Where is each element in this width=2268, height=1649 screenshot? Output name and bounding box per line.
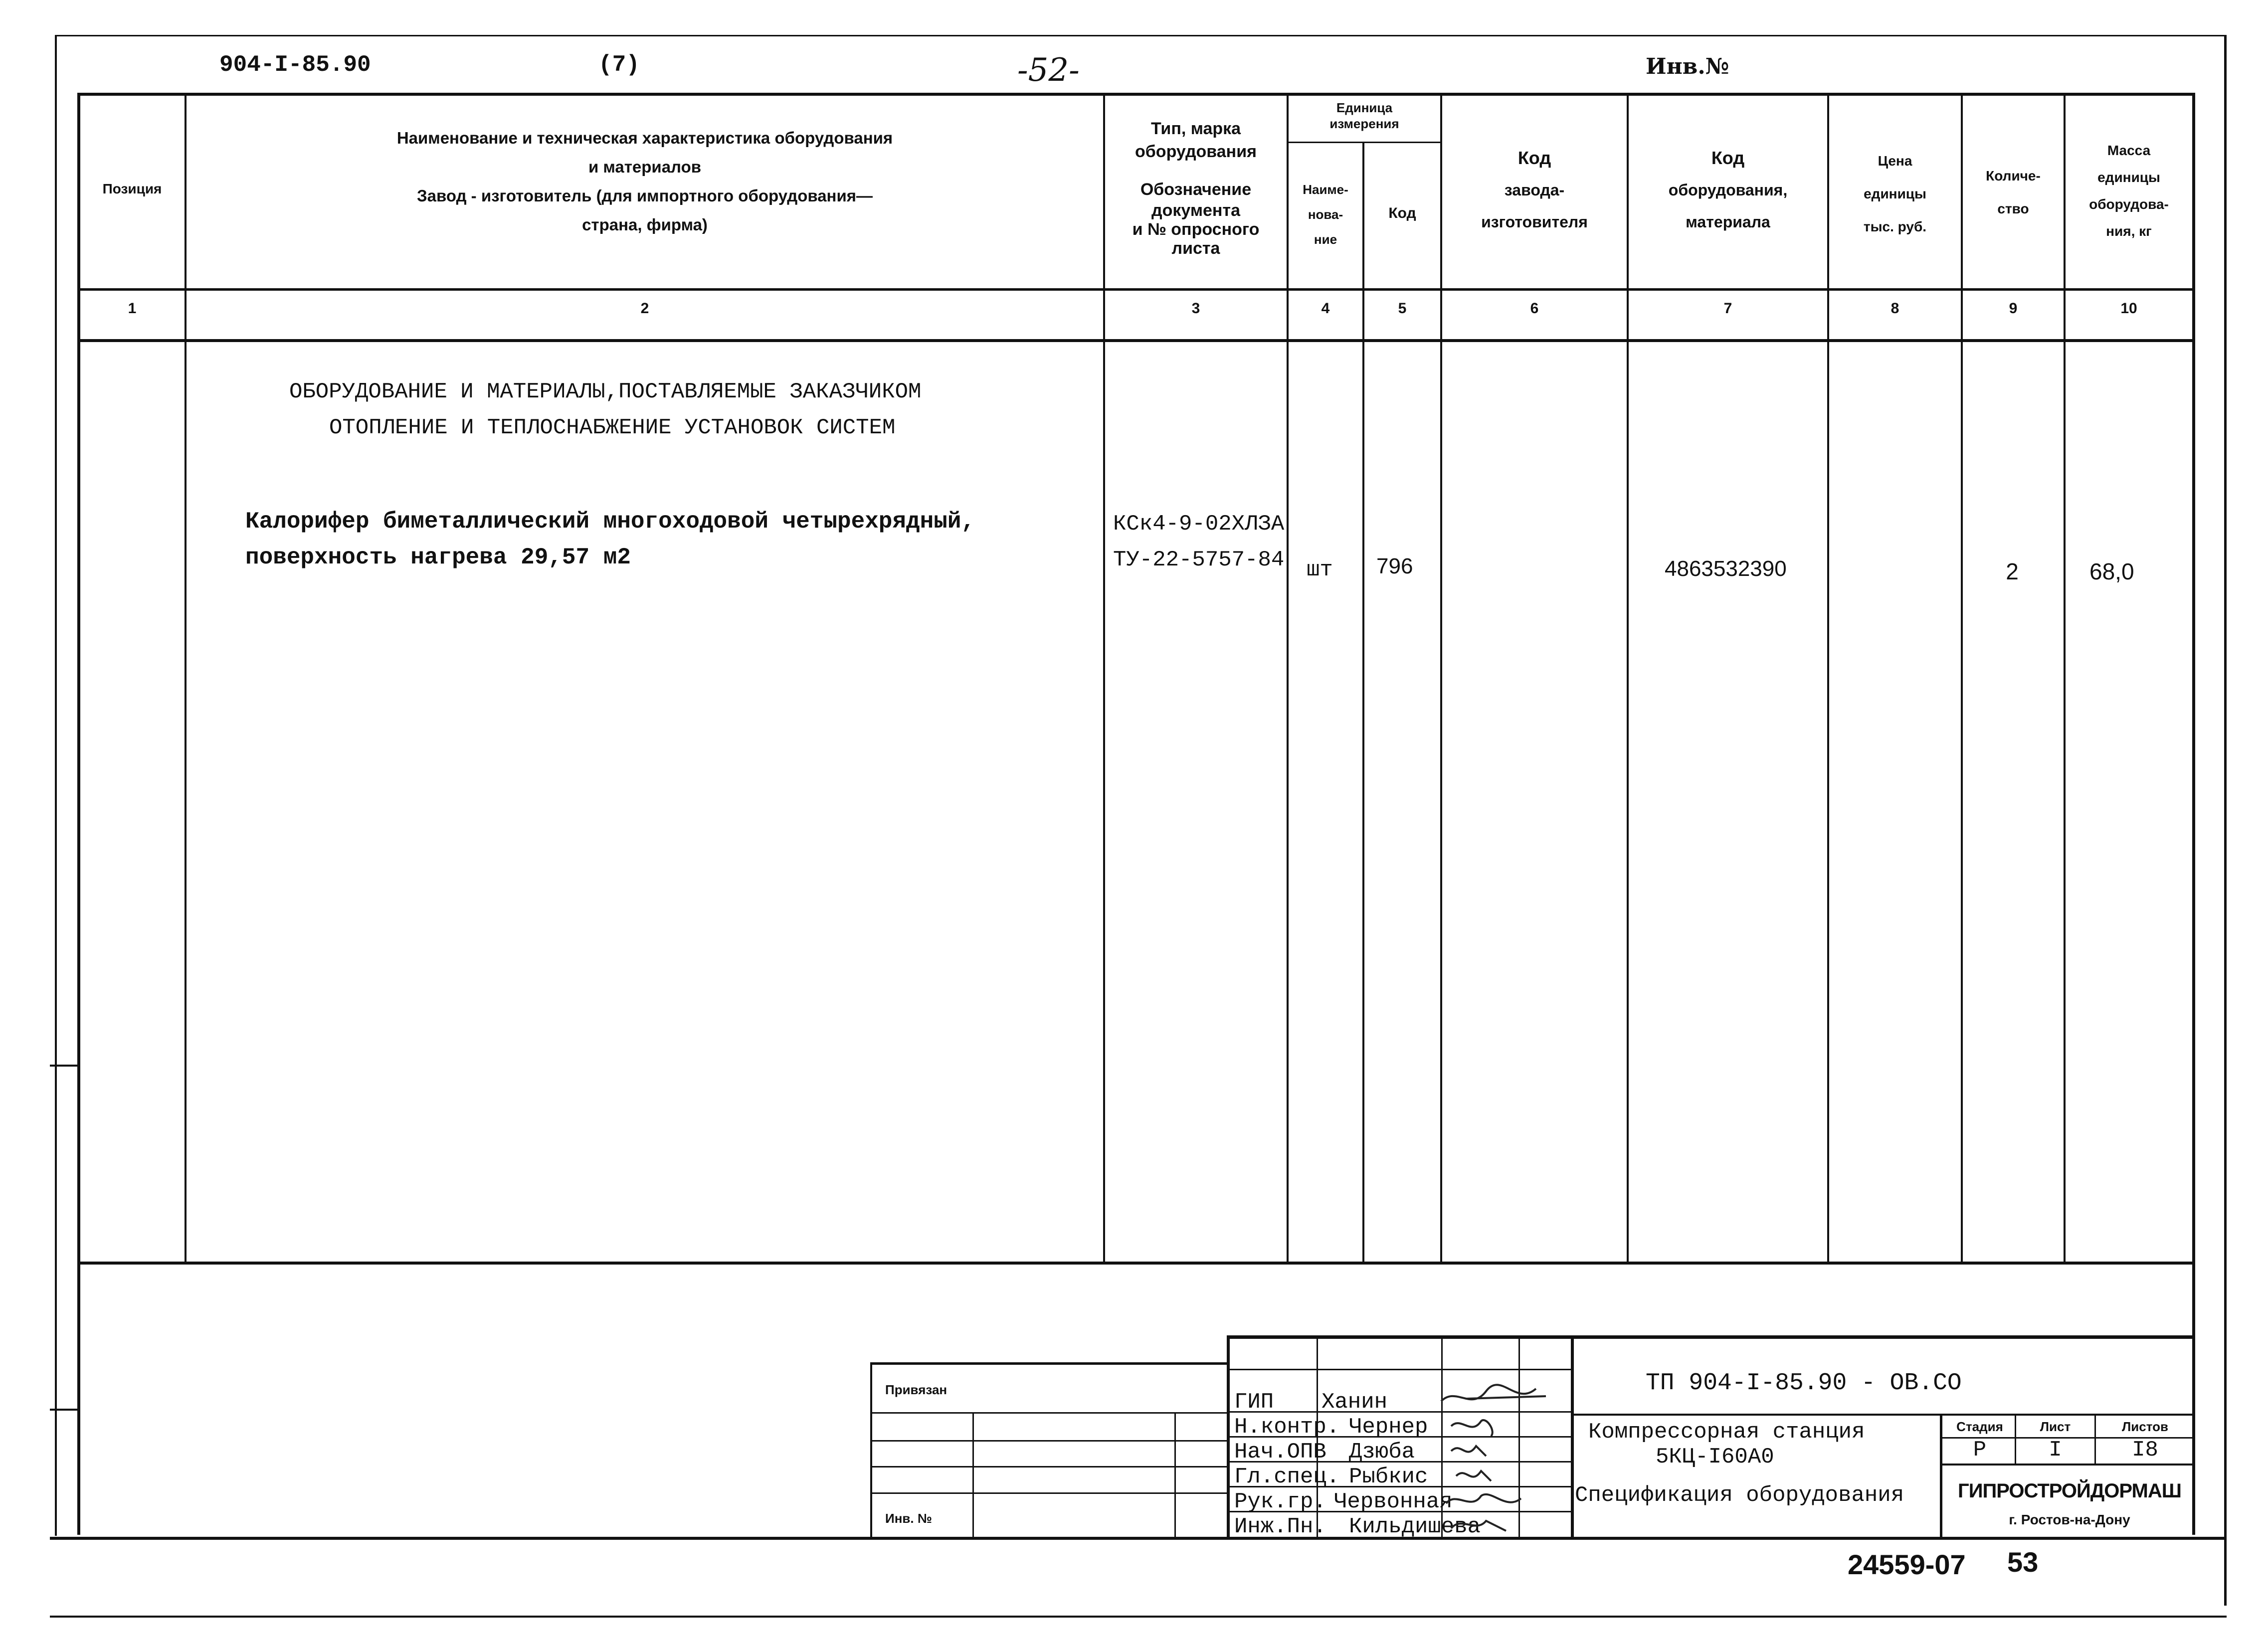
sheets-label: Листов	[2122, 1419, 2168, 1434]
name-inzh: Кильдишева	[1349, 1514, 1481, 1539]
name-gl-spec: Рыбкис	[1349, 1465, 1428, 1489]
org-name: ГИПРОСТРОЙДОРМАШ	[1958, 1480, 2181, 1502]
role-ruk-gr: Рук.гр.	[1234, 1489, 1326, 1514]
header-maker-code	[1442, 142, 1627, 238]
name-gip: Ханин	[1322, 1390, 1388, 1415]
margin-tick-1	[50, 1065, 80, 1067]
header-name-line3: Завод - изготовитель (для импортного оборудования—	[416, 186, 873, 205]
title-stage-left	[1940, 1414, 1942, 1538]
numbers-bottom	[77, 339, 2195, 342]
header-maker-line3: изготовителя	[1481, 213, 1588, 231]
title-block-top	[1227, 1335, 2194, 1339]
org-city: г. Ростов-на-Дону	[2009, 1512, 2130, 1527]
title-code-bottom	[1571, 1414, 2194, 1416]
header-type-line1: Тип, марка	[1150, 119, 1241, 138]
archive-page: 53	[2007, 1546, 2039, 1578]
signature-1	[1441, 1385, 1546, 1401]
signature-5	[1446, 1494, 1521, 1503]
object-line1: Компрессорная станция	[1588, 1420, 1865, 1445]
col-number-9: 9	[2009, 300, 2018, 317]
stage-label: Стадия	[1956, 1419, 2003, 1434]
header-type-line4: документа	[1151, 201, 1240, 220]
header-mass-line3: оборудова-	[2089, 196, 2169, 212]
role-nach-opv: Нач.ОПВ	[1234, 1440, 1326, 1465]
role-inzh: Инж.Пн.	[1234, 1514, 1326, 1539]
col-number-10: 10	[2120, 300, 2137, 317]
item-name-line1: Калорифер биметаллический многоходовой четырехрядный,	[245, 509, 975, 535]
header-unit-code: Код	[1388, 205, 1416, 221]
col-divider-8	[1961, 94, 1963, 1263]
header-unit-name-line3: ние	[1314, 232, 1337, 247]
header-type-line2: оборудования	[1135, 142, 1257, 161]
header-unit-name	[1289, 177, 1362, 252]
header-bottom	[77, 288, 2195, 291]
header-unit-line1: Единица	[1336, 100, 1393, 115]
header-name-line4: страна, фирма)	[582, 215, 708, 234]
sheet-label: Лист	[2040, 1419, 2071, 1434]
header-name-line2: и материалов	[588, 158, 702, 176]
stage-value: Р	[1973, 1438, 1987, 1463]
sheet-value: I	[2049, 1438, 2062, 1463]
bound-line-4	[870, 1492, 1227, 1494]
header-price-line3: тыс. руб.	[1863, 219, 1927, 234]
header-equip-line2: оборудования,	[1668, 181, 1788, 199]
object-line2: 5КЦ-I60А0	[1656, 1445, 1774, 1469]
body-bottom	[77, 1262, 2195, 1265]
header-mass-line4: ния, кг	[2106, 223, 2152, 239]
col-number-1: 1	[128, 300, 137, 317]
item-mass: 68,0	[2089, 558, 2134, 584]
header-mass	[2066, 137, 2192, 245]
col-divider-7	[1827, 94, 1829, 1263]
header-unit-name-line1: Наиме-	[1303, 182, 1348, 197]
col-divider-3	[1287, 94, 1289, 1263]
inv-no-label: Инв. №	[885, 1511, 932, 1526]
table-right	[2192, 94, 2195, 1535]
header-name	[187, 124, 1103, 239]
header-type-line6: листа	[1171, 239, 1220, 258]
signature-scribbles	[1436, 1381, 1586, 1536]
header-equip-line3: материала	[1686, 213, 1770, 231]
bound-vline-2	[1174, 1412, 1176, 1537]
header-quantity	[1963, 160, 2064, 225]
bound-line-3	[870, 1466, 1227, 1467]
title-block-left	[1227, 1335, 1230, 1540]
header-price	[1829, 145, 1961, 243]
sheet-title: Спецификация оборудования	[1575, 1483, 1904, 1508]
inv-label: Инв.№	[1646, 54, 1729, 79]
signature-2	[1451, 1420, 1493, 1436]
section-title-1: ОБОРУДОВАНИЕ И МАТЕРИАЛЫ,ПОСТАВЛЯЕМЫЕ ЗАКАЗЧИКОМ	[289, 379, 922, 404]
sheets-value: I8	[2132, 1438, 2158, 1463]
col-divider-5	[1440, 94, 1442, 1263]
section-title-2: ОТОПЛЕНИЕ И ТЕПЛОСНАБЖЕНИЕ УСТАНОВОК СИСТЕМ	[329, 415, 896, 440]
header-price-line2: единицы	[1864, 186, 1926, 201]
title-stage-bottom	[1940, 1464, 2194, 1466]
header-maker-line1: Код	[1517, 148, 1551, 168]
doc-part: (7)	[598, 52, 640, 78]
frame-left	[55, 35, 57, 1536]
header-unit-line2: измерения	[1329, 116, 1399, 131]
archive-number: 24559-07	[1848, 1549, 1966, 1580]
item-document: ТУ-22-5757-84	[1113, 548, 1285, 572]
sig-h0	[1227, 1369, 1571, 1370]
header-mass-line1: Масса	[2107, 143, 2151, 158]
col-number-8: 8	[1890, 300, 1899, 317]
header-type	[1105, 117, 1287, 258]
item-type: КСк4-9-02ХЛЗА	[1113, 512, 1285, 537]
col-divider-9	[2064, 94, 2066, 1263]
col-number-7: 7	[1723, 300, 1732, 317]
header-qty-line2: ство	[1997, 201, 2029, 216]
header-name-line1: Наименование и техническая характеристика оборудования	[396, 129, 893, 147]
role-gip: ГИП	[1234, 1390, 1274, 1415]
page-mark: -52-	[1017, 52, 1080, 89]
bound-block-top	[870, 1362, 1227, 1365]
item-unit-code: 796	[1376, 554, 1413, 578]
name-nkontr: Чернер	[1349, 1415, 1428, 1440]
role-nkontr: Н.контр.	[1234, 1415, 1340, 1440]
header-equip-line1: Код	[1711, 148, 1745, 168]
col-divider-2	[1103, 94, 1105, 1263]
col-number-2: 2	[640, 300, 649, 317]
frame-right	[2224, 35, 2227, 1606]
col-number-4: 4	[1321, 300, 1330, 317]
margin-tick-2	[50, 1409, 80, 1411]
item-name-line2: поверхность нагрева 29,57 м2	[245, 545, 631, 570]
bound-block-left	[870, 1362, 872, 1539]
bound-label: Привязан	[885, 1382, 947, 1397]
item-equipment-code: 4863532390	[1665, 556, 1787, 581]
name-nach-opv: Дзюба	[1349, 1440, 1415, 1465]
role-gl-spec: Гл.спец.	[1234, 1465, 1340, 1489]
header-mass-line2: единицы	[2097, 170, 2160, 185]
name-ruk-gr: Червонная	[1334, 1489, 1453, 1514]
col-number-6: 6	[1530, 300, 1539, 317]
header-type-line3: Обозначение	[1140, 180, 1252, 199]
col-divider-6	[1627, 94, 1629, 1263]
project-code: ТП 904-I-85.90 - ОВ.СО	[1646, 1370, 1962, 1397]
signature-6	[1451, 1521, 1506, 1531]
header-unit-group	[1289, 100, 1440, 132]
header-equipment-code	[1629, 142, 1827, 238]
signature-4	[1456, 1471, 1491, 1481]
bound-line-2	[870, 1440, 1227, 1442]
table-top	[77, 93, 2195, 96]
header-price-line1: Цена	[1878, 153, 1912, 169]
bound-vline-1	[972, 1412, 974, 1537]
frame-top	[55, 35, 2224, 36]
header-maker-line2: завода-	[1504, 181, 1565, 199]
doc-code: 904-I-85.90	[219, 52, 371, 78]
col-divider-1	[185, 94, 187, 1263]
header-type-line5: и № опросного	[1132, 220, 1260, 239]
col-number-3: 3	[1191, 300, 1200, 317]
col-number-5: 5	[1398, 300, 1407, 317]
item-quantity: 2	[2006, 558, 2019, 584]
frame-bottom	[50, 1537, 2227, 1540]
header-position: Позиция	[102, 181, 162, 196]
bound-line-1	[870, 1412, 1227, 1414]
signature-3	[1451, 1446, 1486, 1456]
header-unit-name-line2: нова-	[1308, 207, 1343, 222]
frame-bottom-outer	[50, 1616, 2227, 1618]
item-unit: шт	[1307, 557, 1333, 582]
header-qty-line1: Количе-	[1986, 168, 2041, 183]
